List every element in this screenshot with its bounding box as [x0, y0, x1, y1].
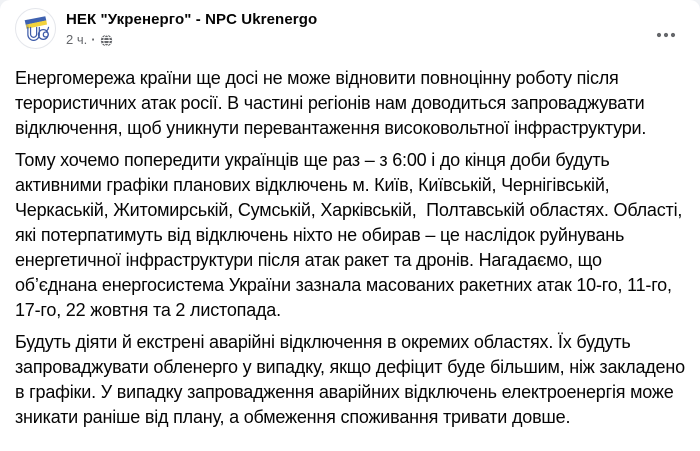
post-paragraph-3: Будуть діяти й екстрені аварійні відключення в окремих областях. Їх будуть запроваджувати обленерго у випадку, якщо дефіцит буде більшим, ніж закладено в графіки. У випадку запровадження аварійних відключень електроенергія може зникати раніше від плану, а обмеження споживання тривати довше.: [15, 332, 690, 427]
ukrenergo-logo-icon: [16, 9, 55, 48]
post-paragraph-1: Енергомережа країни ще досі не може відновити повноцінну роботу після терористичних атак росії. В частині регіонів нам доводиться запроваджувати відключення, щоб уникнути перевантаження високовольтної інфраструктури.: [15, 68, 650, 138]
post-meta: [66, 32, 684, 48]
timestamp[interactable]: 2 ч.: [66, 32, 88, 47]
meta-separator: ·: [91, 32, 96, 47]
post-body: [0, 56, 700, 430]
header-text: [66, 8, 684, 48]
post-header: [0, 0, 700, 56]
ellipsis-icon: [656, 32, 676, 38]
post-paragraph-2: Тому хочемо попередити українців ще раз – з 6:00 і до кінця доби будуть активними графіки планових відключень м. Київ, Київській, Чернігівській, Черкаській, Житомирській, Сумській, Харківській, Полтавській областях. Області, які потерпатимуть від відключень ніхто не обирав – це наслідок руйнувань енергетичної інфраструктури після атак ракет та дронів. Нагадаємо, що об’єднана енергосистема України зазнала масованих ракетних атак 10-го, 11-го, 17-го, 22 жовтня та 2 листопада.: [15, 150, 688, 320]
page-name-link[interactable]: НЕК "Укренерго" - NPC Ukrenergo: [66, 11, 318, 28]
avatar[interactable]: [15, 8, 56, 49]
more-options-button[interactable]: [650, 22, 682, 48]
globe-icon: [100, 34, 113, 47]
